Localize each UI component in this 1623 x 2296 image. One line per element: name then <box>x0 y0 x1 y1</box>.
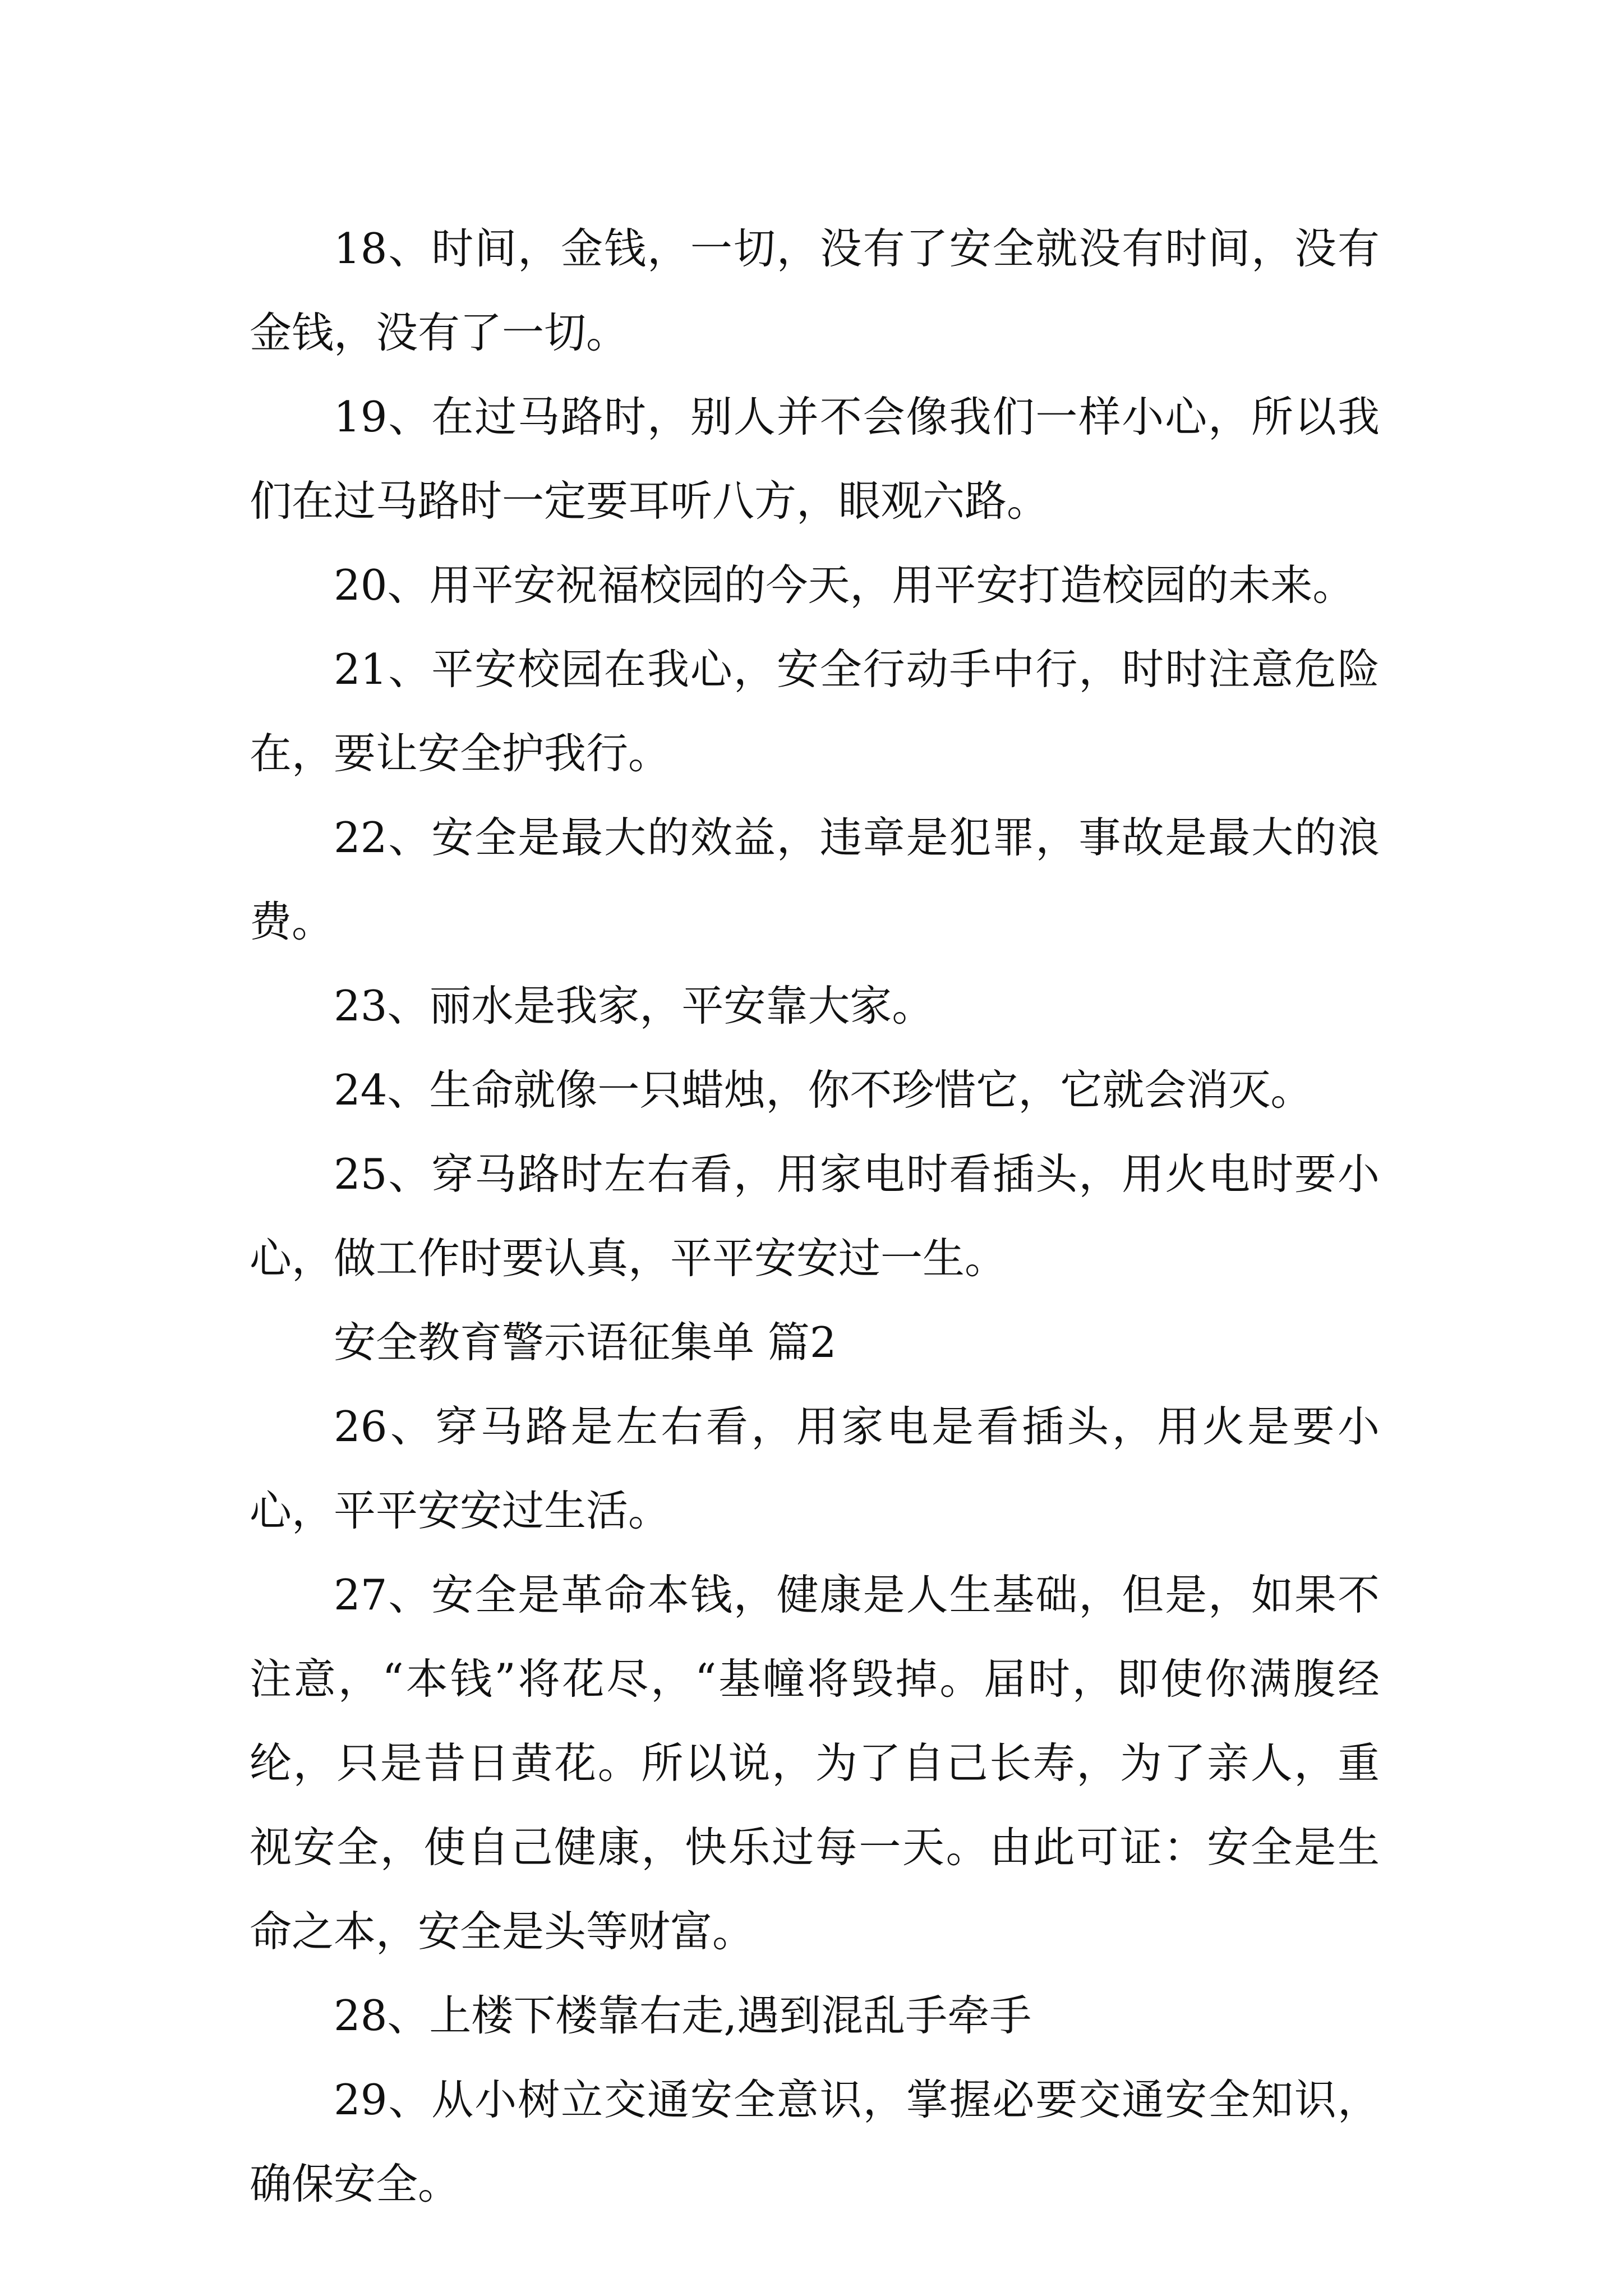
paragraph-22: 22、安全是最大的效益，违章是犯罪，事故是最大的浪费。 <box>250 813 1380 946</box>
paragraph-18: 18、时间，金钱，一切，没有了安全就没有时间，没有金钱，没有了一切。 <box>250 224 1380 357</box>
paragraph-24: 24、生命就像一只蜡烛，你不珍惜它，它就会消灭。 <box>334 1065 1313 1115</box>
paragraph-28: 28、上楼下楼靠右走,遇到混乱手牵手 <box>334 1991 1032 2040</box>
section-heading: 安全教育警示语征集单 篇2 <box>334 1318 837 1367</box>
paragraph-23: 23、丽水是我家，平安靠大家。 <box>334 981 934 1030</box>
paragraph-27: 27、安全是革命本钱，健康是人生基础，但是，如果不注意，“本钱”将花尽，“基幢将毁掉。届时，即使你满腹经纶，只是昔日黄花。所以说，为了自己长寿，为了亲人，重视安全，使自己健康，快乐过每一天。由此可证：安全是生命之本，安全是头等财富。 <box>250 1570 1380 1956</box>
document-body <box>250 206 1380 2226</box>
paragraph-25: 25、穿马路时左右看，用家电时看插头，用火电时要小心，做工作时要认真，平平安安过一生。 <box>250 1149 1380 1283</box>
paragraph-29: 29、从小树立交通安全意识，掌握必要交通安全知识，确保安全。 <box>250 2075 1380 2208</box>
paragraph-20: 20、用平安祝福校园的今天，用平安打造校园的未来。 <box>334 560 1355 610</box>
paragraph-26: 26、穿马路是左右看，用家电是看插头，用火是要小心，平平安安过生活。 <box>250 1402 1380 1535</box>
paragraph-19: 19、在过马路时，别人并不会像我们一样小心，所以我们在过马路时一定要耳听八方，眼观六路。 <box>250 392 1380 526</box>
paragraph-21: 21、平安校园在我心，安全行动手中行，时时注意危险在，要让安全护我行。 <box>250 645 1380 778</box>
